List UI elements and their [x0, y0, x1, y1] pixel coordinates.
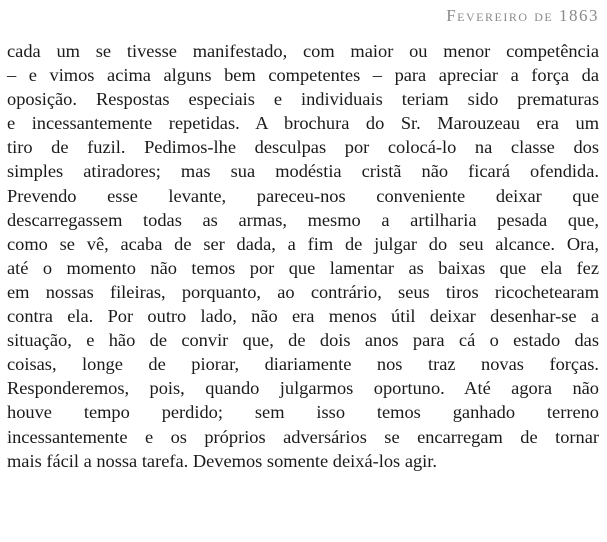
text-line: situação, e hão de convir que, de dois anos para cá o estado das — [7, 330, 599, 351]
text-line: e incessantemente repetidas. A brochura do Sr. Marouzeau era um — [7, 113, 599, 134]
text-line: – e vimos acima alguns bem competentes – para apreciar a força da — [7, 65, 599, 86]
text-line: houve tempo perdido; sem isso temos ganhado terreno — [7, 402, 599, 423]
text-line: descarregassem todas as armas, mesmo a artilharia pesada que, — [7, 209, 599, 230]
text-line: simples atiradores; mas sua modéstia cristã não ficará ofendida. — [7, 161, 599, 182]
text-line: coisas, longe de piorar, diariamente nos traz novas forças. — [7, 354, 599, 375]
text-line: oposição. Respostas especiais e individuais teriam sido prematuras — [7, 89, 599, 110]
text-line: contra ela. Por outro lado, não era menos útil deixar desenhar-se a — [7, 306, 599, 327]
text-line: Prevendo esse levante, pareceu-nos conveniente deixar que — [7, 185, 599, 206]
text-line: em nossas fileiras, porquanto, ao contrário, seus tiros ricochetearam — [7, 281, 599, 302]
text-line: Responderemos, pois, quando julgarmos oportuno. Até agora não — [7, 378, 599, 399]
text-line: incessantemente e os próprios adversários se encarregam de tornar — [7, 426, 599, 447]
text-line: como se vê, acaba de ser dada, a fim de julgar do seu alcance. Ora, — [7, 233, 599, 254]
text-line: até o momento não temos por que lamentar as baixas que ela fez — [7, 257, 599, 278]
body-text — [7, 39, 599, 473]
text-line: tiro de fuzil. Pedimos-lhe desculpas por colocá-lo na classe dos — [7, 137, 599, 158]
text-line: cada um se tivesse manifestado, com maior ou menor competência — [7, 41, 599, 61]
running-header: Fevereiro de 1863 — [446, 6, 599, 25]
text-line: mais fácil a nossa tarefa. Devemos somente deixá-los agir. — [7, 450, 437, 471]
